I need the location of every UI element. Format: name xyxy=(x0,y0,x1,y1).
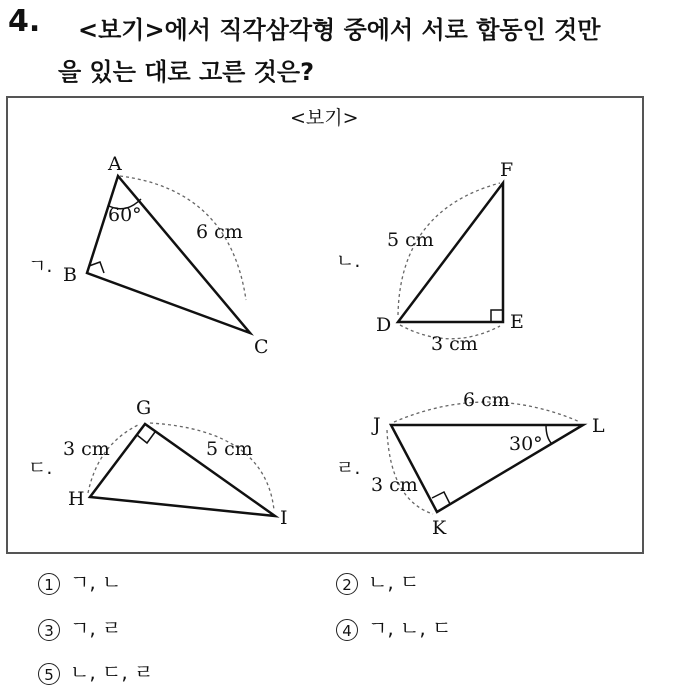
vertex-j-label: J xyxy=(373,414,381,436)
triangle-def xyxy=(336,159,524,355)
side-jl-label: 6 cm xyxy=(463,389,510,411)
triangle-abc-shape xyxy=(87,176,250,333)
triangle-def-shape xyxy=(398,183,503,322)
choice-5[interactable] xyxy=(38,656,153,685)
vertex-k-label: K xyxy=(432,517,447,539)
right-angle-mark-g xyxy=(137,432,155,443)
side-gh-label: 3 cm xyxy=(63,438,110,460)
vertex-h-label: H xyxy=(68,488,85,510)
vertex-l-label: L xyxy=(592,415,605,437)
question-number: 4. xyxy=(8,4,41,39)
choice-2[interactable] xyxy=(336,566,419,595)
triangle-label: ㄹ. xyxy=(336,457,361,479)
choice-text: ㄱ, ㄴ, ㄷ xyxy=(368,616,452,640)
choice-1[interactable] xyxy=(38,566,121,595)
choice-3[interactable] xyxy=(38,612,121,641)
triangle-jkl xyxy=(336,389,605,539)
dashed-arc-gi xyxy=(150,423,274,510)
triangle-abc xyxy=(28,153,269,358)
dashed-arc-jk xyxy=(387,430,433,514)
choice-number-circle: 1 xyxy=(38,573,60,595)
triangle-ghi xyxy=(28,397,288,529)
vertex-b-label: B xyxy=(63,264,77,286)
choice-number-circle: 2 xyxy=(336,573,358,595)
triangle-label: ㄴ. xyxy=(336,250,361,272)
vertex-g-label: G xyxy=(136,397,152,419)
angle-arc-l xyxy=(546,425,552,444)
side-df-label: 5 cm xyxy=(387,229,434,251)
choice-text: ㄱ, ㄴ xyxy=(70,570,122,594)
triangle-jkl-shape xyxy=(391,425,583,512)
question-text-line1: <보기>에서 직각삼각형 중에서 서로 합동인 것만 xyxy=(78,16,601,44)
angle-label: 60° xyxy=(108,204,142,226)
vertex-e-label: E xyxy=(510,311,524,333)
side-ac-label: 6 cm xyxy=(196,221,243,243)
right-angle-mark-e xyxy=(491,310,503,322)
side-gi-label: 5 cm xyxy=(206,438,253,460)
choice-text: ㄱ, ㄹ xyxy=(70,616,122,640)
choice-number-circle: 5 xyxy=(38,663,60,685)
choice-4[interactable] xyxy=(336,612,451,641)
vertex-f-label: F xyxy=(500,159,514,181)
vertex-d-label: D xyxy=(376,314,392,336)
vertex-c-label: C xyxy=(254,336,269,358)
choice-text: ㄴ, ㄷ, ㄹ xyxy=(70,660,154,684)
vertex-i-label: I xyxy=(280,507,288,529)
right-angle-mark-k xyxy=(432,492,450,504)
choice-number-circle: 3 xyxy=(38,619,60,641)
triangle-label: ㄷ. xyxy=(28,457,53,479)
question-text-line2: 을 있는 대로 고른 것은? xyxy=(58,58,314,86)
triangle-label: ㄱ. xyxy=(28,255,53,277)
example-box-title: <보기> xyxy=(290,107,359,129)
choice-text: ㄴ, ㄷ xyxy=(368,570,420,594)
side-jk-label: 3 cm xyxy=(371,474,418,496)
angle-label: 30° xyxy=(509,433,543,455)
choice-number-circle: 4 xyxy=(336,619,358,641)
side-de-label: 3 cm xyxy=(431,333,478,355)
vertex-a-label: A xyxy=(108,153,122,175)
